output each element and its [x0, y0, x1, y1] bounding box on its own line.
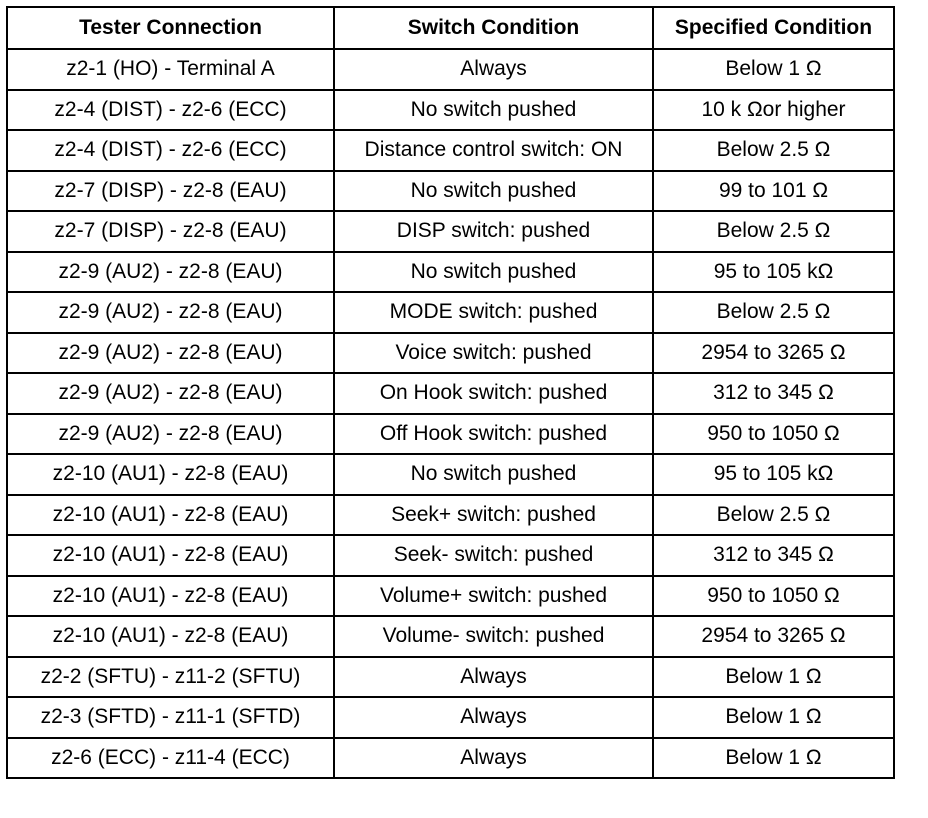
switch-condition-cell: Distance control switch: ON — [334, 130, 653, 171]
specified-condition-cell: 312 to 345 Ω — [653, 535, 894, 576]
switch-condition-cell: Off Hook switch: pushed — [334, 414, 653, 455]
switch-condition-cell: No switch pushed — [334, 454, 653, 495]
tester-connection-cell: z2-10 (AU1) - z2-8 (EAU) — [7, 535, 334, 576]
specified-condition-cell: 950 to 1050 Ω — [653, 576, 894, 617]
table-row — [7, 292, 894, 333]
switch-condition-cell: Seek+ switch: pushed — [334, 495, 653, 536]
specified-condition-cell: Below 2.5 Ω — [653, 211, 894, 252]
tester-connection-cell: z2-7 (DISP) - z2-8 (EAU) — [7, 171, 334, 212]
table-row — [7, 373, 894, 414]
specified-condition-cell: 2954 to 3265 Ω — [653, 616, 894, 657]
header-tester-connection: Tester Connection — [7, 7, 334, 49]
switch-condition-cell: No switch pushed — [334, 171, 653, 212]
switch-condition-cell: Always — [334, 657, 653, 698]
tester-connection-cell: z2-9 (AU2) - z2-8 (EAU) — [7, 252, 334, 293]
specified-condition-cell: 10 k Ωor higher — [653, 90, 894, 131]
tester-connection-cell: z2-10 (AU1) - z2-8 (EAU) — [7, 576, 334, 617]
switch-condition-cell: MODE switch: pushed — [334, 292, 653, 333]
tester-connection-cell: z2-10 (AU1) - z2-8 (EAU) — [7, 495, 334, 536]
switch-condition-cell: Always — [334, 697, 653, 738]
table-row — [7, 454, 894, 495]
header-switch-condition: Switch Condition — [334, 7, 653, 49]
specified-condition-cell: 950 to 1050 Ω — [653, 414, 894, 455]
table-row — [7, 738, 894, 779]
specified-condition-cell: 99 to 101 Ω — [653, 171, 894, 212]
tester-connection-cell: z2-3 (SFTD) - z11-1 (SFTD) — [7, 697, 334, 738]
specified-condition-cell: Below 1 Ω — [653, 697, 894, 738]
switch-condition-cell: Volume+ switch: pushed — [334, 576, 653, 617]
tester-connection-cell: z2-7 (DISP) - z2-8 (EAU) — [7, 211, 334, 252]
tester-connection-cell: z2-10 (AU1) - z2-8 (EAU) — [7, 454, 334, 495]
table-row — [7, 49, 894, 90]
specified-condition-cell: 2954 to 3265 Ω — [653, 333, 894, 374]
tester-connection-cell: z2-4 (DIST) - z2-6 (ECC) — [7, 130, 334, 171]
table-row — [7, 616, 894, 657]
tester-connection-cell: z2-4 (DIST) - z2-6 (ECC) — [7, 90, 334, 131]
table-row — [7, 252, 894, 293]
switch-condition-cell: Seek- switch: pushed — [334, 535, 653, 576]
header-specified-condition: Specified Condition — [653, 7, 894, 49]
switch-condition-cell: Always — [334, 49, 653, 90]
tester-connection-cell: z2-2 (SFTU) - z11-2 (SFTU) — [7, 657, 334, 698]
table-body — [7, 49, 894, 778]
tester-connection-cell: z2-9 (AU2) - z2-8 (EAU) — [7, 292, 334, 333]
tester-connection-cell: z2-9 (AU2) - z2-8 (EAU) — [7, 414, 334, 455]
table-row — [7, 211, 894, 252]
specified-condition-cell: Below 2.5 Ω — [653, 495, 894, 536]
specified-condition-cell: 95 to 105 kΩ — [653, 454, 894, 495]
switch-condition-cell: No switch pushed — [334, 90, 653, 131]
tester-connection-cell: z2-1 (HO) - Terminal A — [7, 49, 334, 90]
specified-condition-cell: Below 2.5 Ω — [653, 130, 894, 171]
specified-condition-cell: Below 1 Ω — [653, 738, 894, 779]
table-row — [7, 495, 894, 536]
tester-connection-cell: z2-9 (AU2) - z2-8 (EAU) — [7, 373, 334, 414]
specified-condition-cell: Below 1 Ω — [653, 657, 894, 698]
switch-condition-cell: DISP switch: pushed — [334, 211, 653, 252]
switch-condition-cell: Voice switch: pushed — [334, 333, 653, 374]
switch-condition-cell: On Hook switch: pushed — [334, 373, 653, 414]
table-row — [7, 333, 894, 374]
table-row — [7, 576, 894, 617]
table-row — [7, 90, 894, 131]
switch-condition-cell: Volume- switch: pushed — [334, 616, 653, 657]
tester-connection-cell: z2-6 (ECC) - z11-4 (ECC) — [7, 738, 334, 779]
table-row — [7, 697, 894, 738]
table-header — [7, 7, 894, 49]
resistance-spec-table — [6, 6, 895, 779]
table-row — [7, 130, 894, 171]
switch-condition-cell: Always — [334, 738, 653, 779]
tester-connection-cell: z2-9 (AU2) - z2-8 (EAU) — [7, 333, 334, 374]
table-row — [7, 657, 894, 698]
specified-condition-cell: Below 2.5 Ω — [653, 292, 894, 333]
table-row — [7, 414, 894, 455]
specified-condition-cell: 312 to 345 Ω — [653, 373, 894, 414]
specified-condition-cell: 95 to 105 kΩ — [653, 252, 894, 293]
specified-condition-cell: Below 1 Ω — [653, 49, 894, 90]
switch-condition-cell: No switch pushed — [334, 252, 653, 293]
table-row — [7, 171, 894, 212]
header-row — [7, 7, 894, 49]
tester-connection-cell: z2-10 (AU1) - z2-8 (EAU) — [7, 616, 334, 657]
table-row — [7, 535, 894, 576]
